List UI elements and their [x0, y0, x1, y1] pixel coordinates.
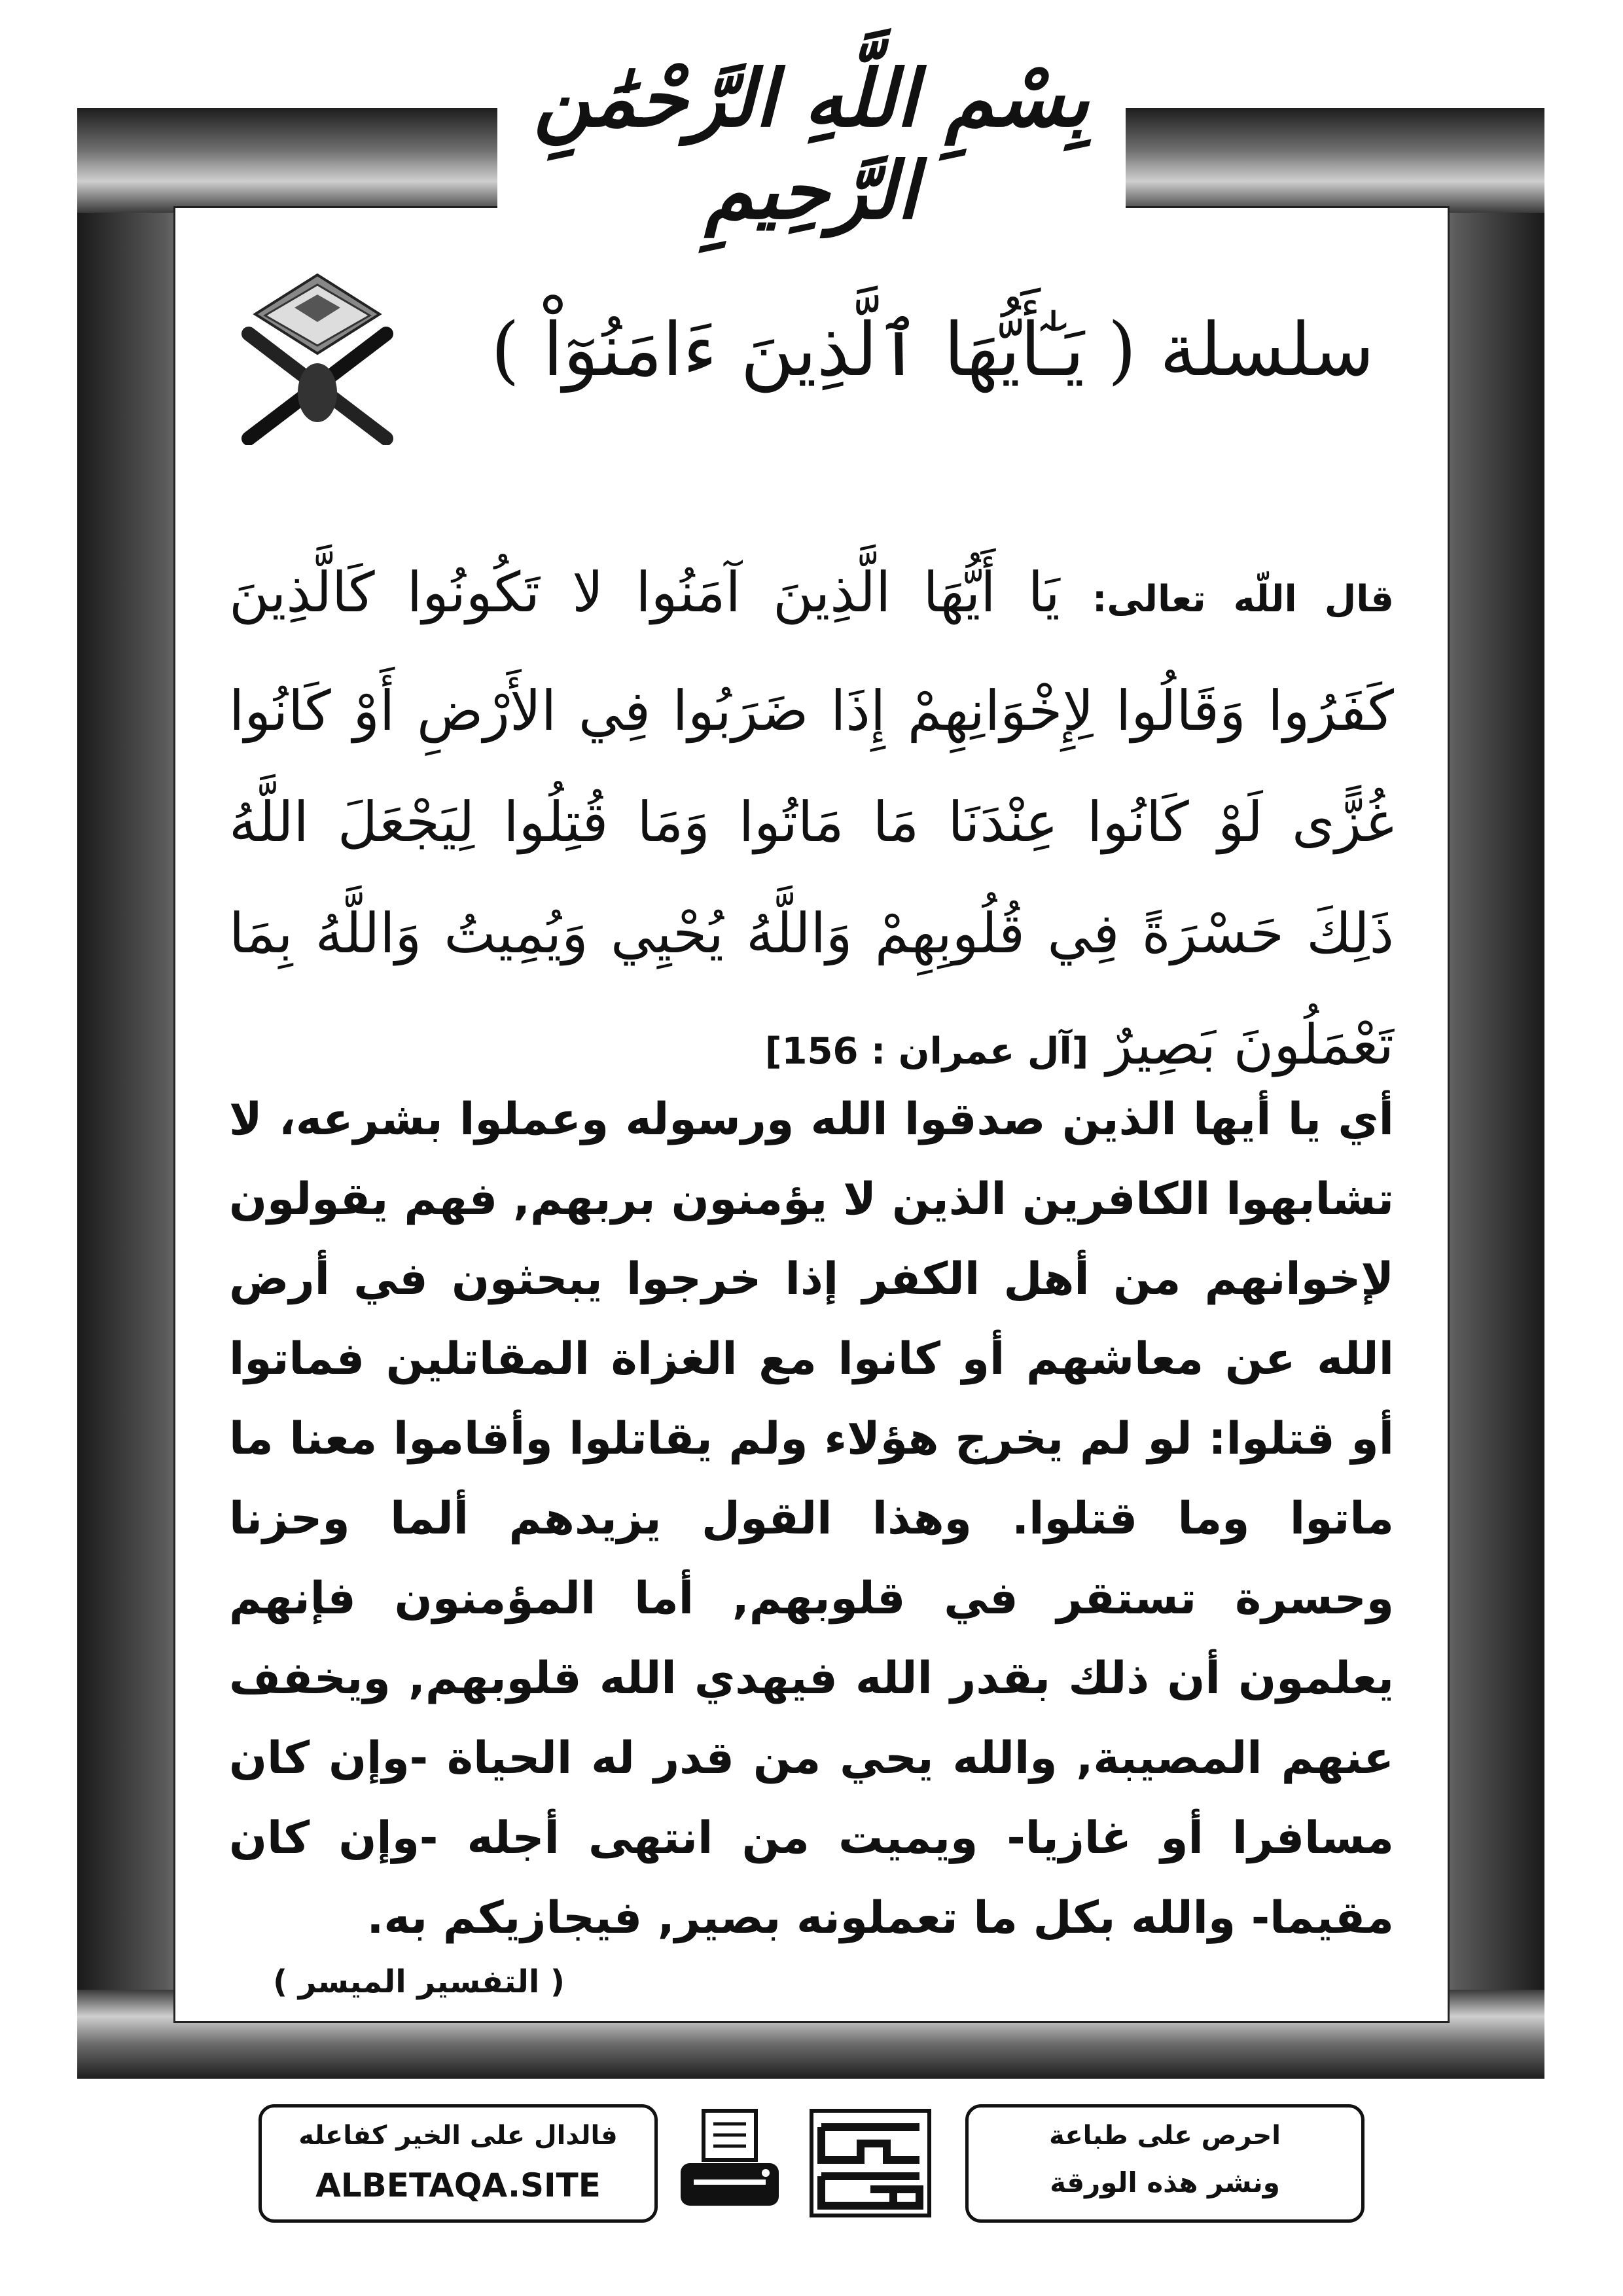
dawah-warqa-logo — [808, 2108, 933, 2219]
footer-website[interactable]: ALBETAQA.SITE — [315, 2166, 601, 2204]
tafsir-source: ( التفسير الميسر ) — [273, 1964, 565, 2000]
basmala-text: بِسْمِ اللَّهِ الرَّحْمَٰنِ الرَّحِيمِ — [533, 52, 1090, 237]
footer-print-line2: ونشر هذه الورقة — [1050, 2166, 1280, 2198]
verse-lead: قال اللّه تعالى: — [1092, 578, 1394, 620]
verse-reference: [آل عمران : 156] — [764, 1030, 1089, 1073]
printer-icon — [677, 2108, 782, 2219]
tafsir-text: أي يا أيها الذين صدقوا الله ورسوله وعملوا بشرعه، لا تشابهوا الكافرين الذين لا يؤمنون بربهم, فهم يقولون لإخوانهم من أهل الكفر إذا خرجوا يبحثون في أرض الله عن معاشهم أو كانوا مع الغزاة المقاتلين فماتوا أو قتلوا: لو لم يخرج هؤلاء ولم يقاتلوا وأقاموا معنا ما ماتوا وما قتلوا. وهذا القول يزيدهم ألما وحزنا وحسرة تستقر في قلوبهم, أما المؤمنون فإنهم يعلمون أن ذلك بقدر الله فيهدي الله قلوبهم, ويخفف عنهم المصيبة, والله يحي من قدر له الحياة -وإن كان مسافرا أو غازيا- ويميت من انتهى أجله -وإن كان مقيما- والله بكل ما تعملونه بصير, فيجازيكم به. — [229, 1094, 1394, 1944]
verse-text: يَا أَيُّهَا الَّذِينَ آمَنُوا لا تَكُونُوا كَالَّذِينَ كَفَرُوا وَقَالُوا لِإِخْوَانِهِمْ إِذَا ضَرَبُوا فِي الأَرْضِ أَوْ كَانُوا غُزًّى لَوْ كَانُوا عِنْدَنَا مَا مَاتُوا وَمَا قُتِلُوا لِيَجْعَلَ اللَّهُ ذَلِكَ حَسْرَةً فِي قُلُوبِهِمْ وَاللَّهُ يُحْيِي وَيُمِيتُ وَاللَّهُ بِمَا تَعْمَلُونَ بَصِيرٌ — [229, 560, 1394, 1077]
footer-website-box — [259, 2104, 658, 2223]
footer-motto: فالدال على الخير كفاعله — [298, 2121, 618, 2151]
footer-print-line1: احرص على طباعة — [1049, 2121, 1281, 2151]
footer-print-box — [965, 2104, 1364, 2223]
footer — [259, 2104, 1364, 2219]
quran-verse — [229, 537, 1394, 1107]
quran-stand-icon — [236, 262, 399, 445]
series-title: سلسلة ( يَـٰٓأَيُّهَا ٱلَّذِينَ ءَامَنُوٓاْ ) — [491, 308, 1374, 393]
basmala-header — [497, 26, 1126, 237]
